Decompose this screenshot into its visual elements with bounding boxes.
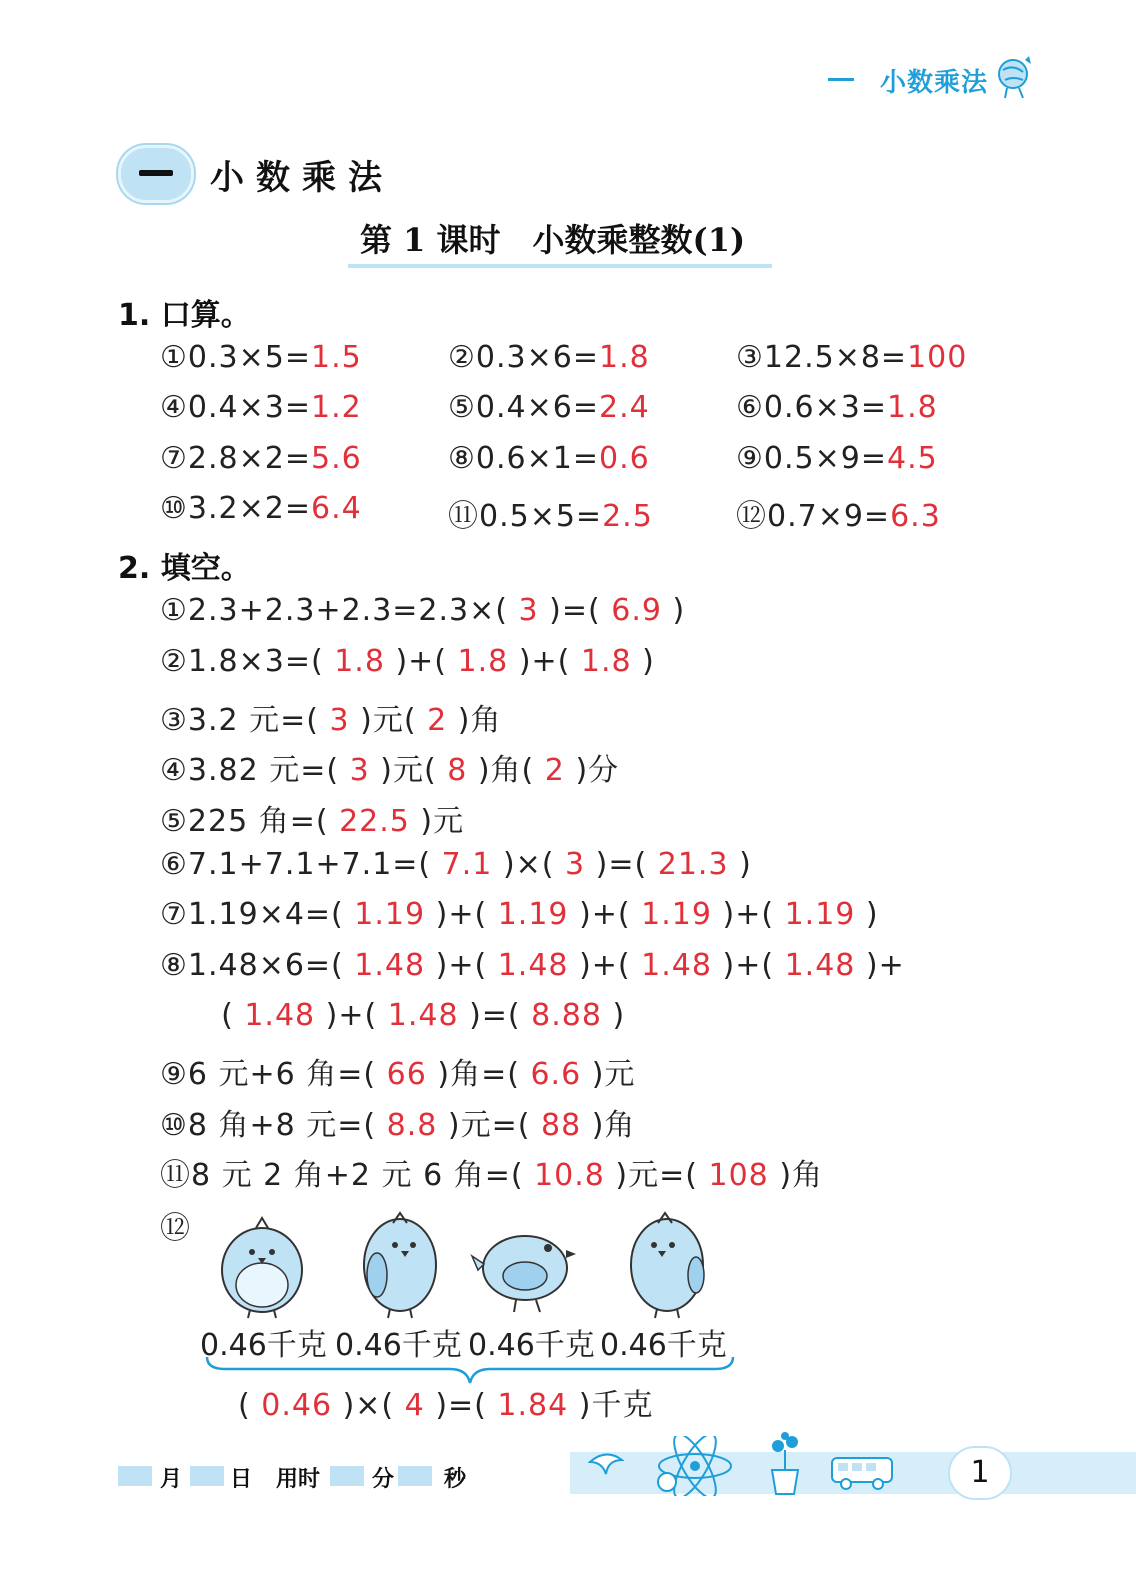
text: )+( [395,644,448,679]
expression: 2.8×2= [187,441,311,476]
expression: 0.5×9= [763,441,887,476]
plant-pot-icon [760,1432,810,1500]
day-box[interactable] [190,1466,224,1486]
answer: 21.3 [647,847,740,882]
text: )+ [865,948,905,983]
text: )=( [469,998,521,1033]
text: ) [672,593,686,628]
answer: 1.48 [233,998,326,1033]
item-number: ⑩ [160,491,188,526]
q1-title: 1. 口算。 [118,298,251,333]
answer: 2.4 [598,390,650,425]
answer: 1.48 [377,998,470,1033]
item-number: ⑦ [160,441,188,476]
q2-line [160,1100,635,1144]
chick-icon [355,1205,445,1324]
expression: 12.5×8= [763,340,908,375]
answer: 8 [436,753,478,788]
q2-line [200,998,625,1033]
text: )+( [325,998,378,1033]
text: ( [200,998,234,1033]
text: ) [612,998,626,1033]
text: ⑤225 角=( [160,804,329,839]
q2-line [160,644,655,679]
second-box[interactable] [398,1466,432,1486]
expression: 0.3×6= [475,340,599,375]
atom-icon [655,1436,735,1500]
time-label: 用时 [276,1467,321,1492]
q1-item [160,390,362,425]
chapter-title: 小数乘法 [210,158,394,198]
text: ⑧1.48×6=( [160,948,344,983]
globe-mascot-icon [995,52,1035,106]
text: )角=( [437,1057,520,1092]
lesson-underline [348,264,772,268]
expression: 0.4×6= [475,390,599,425]
answer: 8.8 [376,1108,448,1143]
text: ②1.8×3=( [160,644,324,679]
bird-icon [470,1208,580,1322]
text: ⑪8 元 2 角+2 元 6 角=( [160,1158,524,1193]
text: ①2.3+2.3+2.3=2.3×( [160,593,508,628]
q2-item12-number: ⑫ [160,1211,191,1246]
text: )元 [591,1057,636,1092]
q2-line [160,847,752,882]
q1-item [160,340,362,375]
text: )千克 [578,1388,654,1423]
q2-title: 2. 填空。 [118,551,251,586]
text: )分 [575,753,620,788]
text: )+( [435,948,488,983]
q1-item [448,390,650,425]
text: ⑩8 角+8 元=( [160,1108,377,1143]
q2-line [160,897,879,932]
q1-item [448,340,650,375]
text: )角 [457,703,502,738]
answer: 0.46 [250,1388,343,1423]
page-number: 1 [948,1446,1012,1500]
answer: 0.6 [598,441,650,476]
text: ) [642,644,655,679]
q2-line [160,593,685,628]
text: ⑥7.1+7.1+7.1=( [160,847,432,882]
item-number: ④ [160,390,188,425]
q1-item [736,491,941,535]
text: )+( [579,897,631,932]
weight-label: 0.46千克 [200,1328,327,1363]
q2-line [160,1049,635,1093]
answer: 6.6 [519,1057,592,1092]
answer: 1.48 [774,948,866,983]
answer: 1.84 [486,1388,579,1423]
item-number: ② [448,340,476,375]
answer: 1.48 [630,948,723,983]
q2-line [160,745,619,789]
answer: 3 [318,703,361,738]
answer: 6.3 [890,499,941,534]
header-title: 小数乘法 [880,68,989,98]
chapter-badge [118,145,194,203]
expression: 0.6×1= [475,441,599,476]
text: )角 [779,1158,824,1193]
q2-line [160,695,501,739]
item12-equation [238,1380,653,1424]
answer: 108 [697,1158,780,1193]
q2-line [160,796,464,840]
text: )×( [502,847,555,882]
answer: 1.48 [343,948,436,983]
weight-label: 0.46千克 [600,1328,727,1363]
q1-item [160,441,362,476]
expression: 0.6×3= [763,390,887,425]
answer: 1.19 [630,897,723,932]
second-label: 秒 [444,1467,467,1492]
answer: 6.9 [600,593,673,628]
text: )=( [435,1388,487,1423]
header-dash [828,78,854,81]
answer: 1.5 [310,340,362,375]
expression: 0.5×5= [479,499,603,534]
answer: 1.8 [570,644,643,679]
text: ) [865,897,879,932]
answer: 1.19 [774,897,866,932]
text: )角( [477,753,535,788]
answer: 10.8 [523,1158,616,1193]
answer: 1.8 [598,340,650,375]
text: ③3.2 元=( [160,703,319,738]
item-number: ⑥ [736,390,764,425]
q1-item [736,441,938,476]
text: )=( [595,847,648,882]
answer: 100 [907,340,968,375]
answer: 1.48 [487,948,580,983]
answer: 7.1 [431,847,503,882]
text: ⑦1.19×4=( [160,897,344,932]
answer: 2 [416,703,458,738]
answer: 1.2 [310,390,362,425]
text: )元( [380,753,437,788]
text: ) [739,847,752,882]
text: )角 [591,1108,636,1143]
chick-icon [212,1200,312,1324]
expression: 0.4×3= [187,390,311,425]
text: ( [238,1388,251,1423]
answer: 6.4 [310,491,362,526]
text: )=( [549,593,601,628]
text: )元=( [615,1158,698,1193]
q2-line [160,948,905,983]
item-number: ③ [736,340,764,375]
answer: 2 [534,753,576,788]
item-number: ⑤ [448,390,476,425]
text: )+( [579,948,631,983]
lesson-title: 第 1 课时 小数乘整数(1) [360,221,746,259]
q1-item [448,491,653,535]
day-label: 日 [230,1467,253,1492]
bird-icon [588,1448,624,1482]
text: )元( [360,703,417,738]
answer: 8.88 [520,998,613,1033]
answer: 3 [508,593,550,628]
answer: 4.5 [886,441,938,476]
item-number: ⑧ [448,441,476,476]
chick-icon [622,1205,712,1324]
text: )元 [420,804,465,839]
chapter-number-dash [139,170,173,176]
answer: 1.8 [886,390,938,425]
answer: 5.6 [310,441,362,476]
expression: 0.7×9= [767,499,891,534]
q1-item [736,390,938,425]
q1-item [736,340,967,375]
expression: 0.3×5= [187,340,311,375]
weight-label: 0.46千克 [335,1328,462,1363]
answer: 1.19 [343,897,436,932]
answer: 88 [530,1108,592,1143]
text: )+( [722,897,775,932]
minute-label: 分 [372,1467,395,1492]
expression: 3.2×2= [187,491,311,526]
month-label: 月 [160,1467,183,1492]
item-number: ⑨ [736,441,764,476]
text: )元=( [447,1108,531,1143]
answer: 3 [339,753,381,788]
answer: 22.5 [328,804,421,839]
text: ④3.82 元=( [160,753,340,788]
text: )+( [722,948,775,983]
item-number: ① [160,340,188,375]
q1-item [448,441,650,476]
text: )×( [342,1388,395,1423]
text: ⑨6 元+6 角=( [160,1057,377,1092]
q1-item [160,491,362,526]
answer: 3 [554,847,596,882]
answer: 1.8 [447,644,519,679]
item-number: ⑫ [736,499,767,534]
q2-line [160,1150,823,1194]
text: )+( [518,644,571,679]
item-number: ⑪ [448,499,479,534]
text: )+( [435,897,488,932]
answer: 66 [376,1057,438,1092]
month-box[interactable] [118,1466,152,1486]
answer: 1.19 [487,897,580,932]
answer: 4 [394,1388,436,1423]
bus-icon [830,1456,894,1496]
answer: 2.5 [602,499,653,534]
answer: 1.8 [323,644,396,679]
minute-box[interactable] [330,1466,364,1486]
weight-label: 0.46千克 [468,1328,595,1363]
